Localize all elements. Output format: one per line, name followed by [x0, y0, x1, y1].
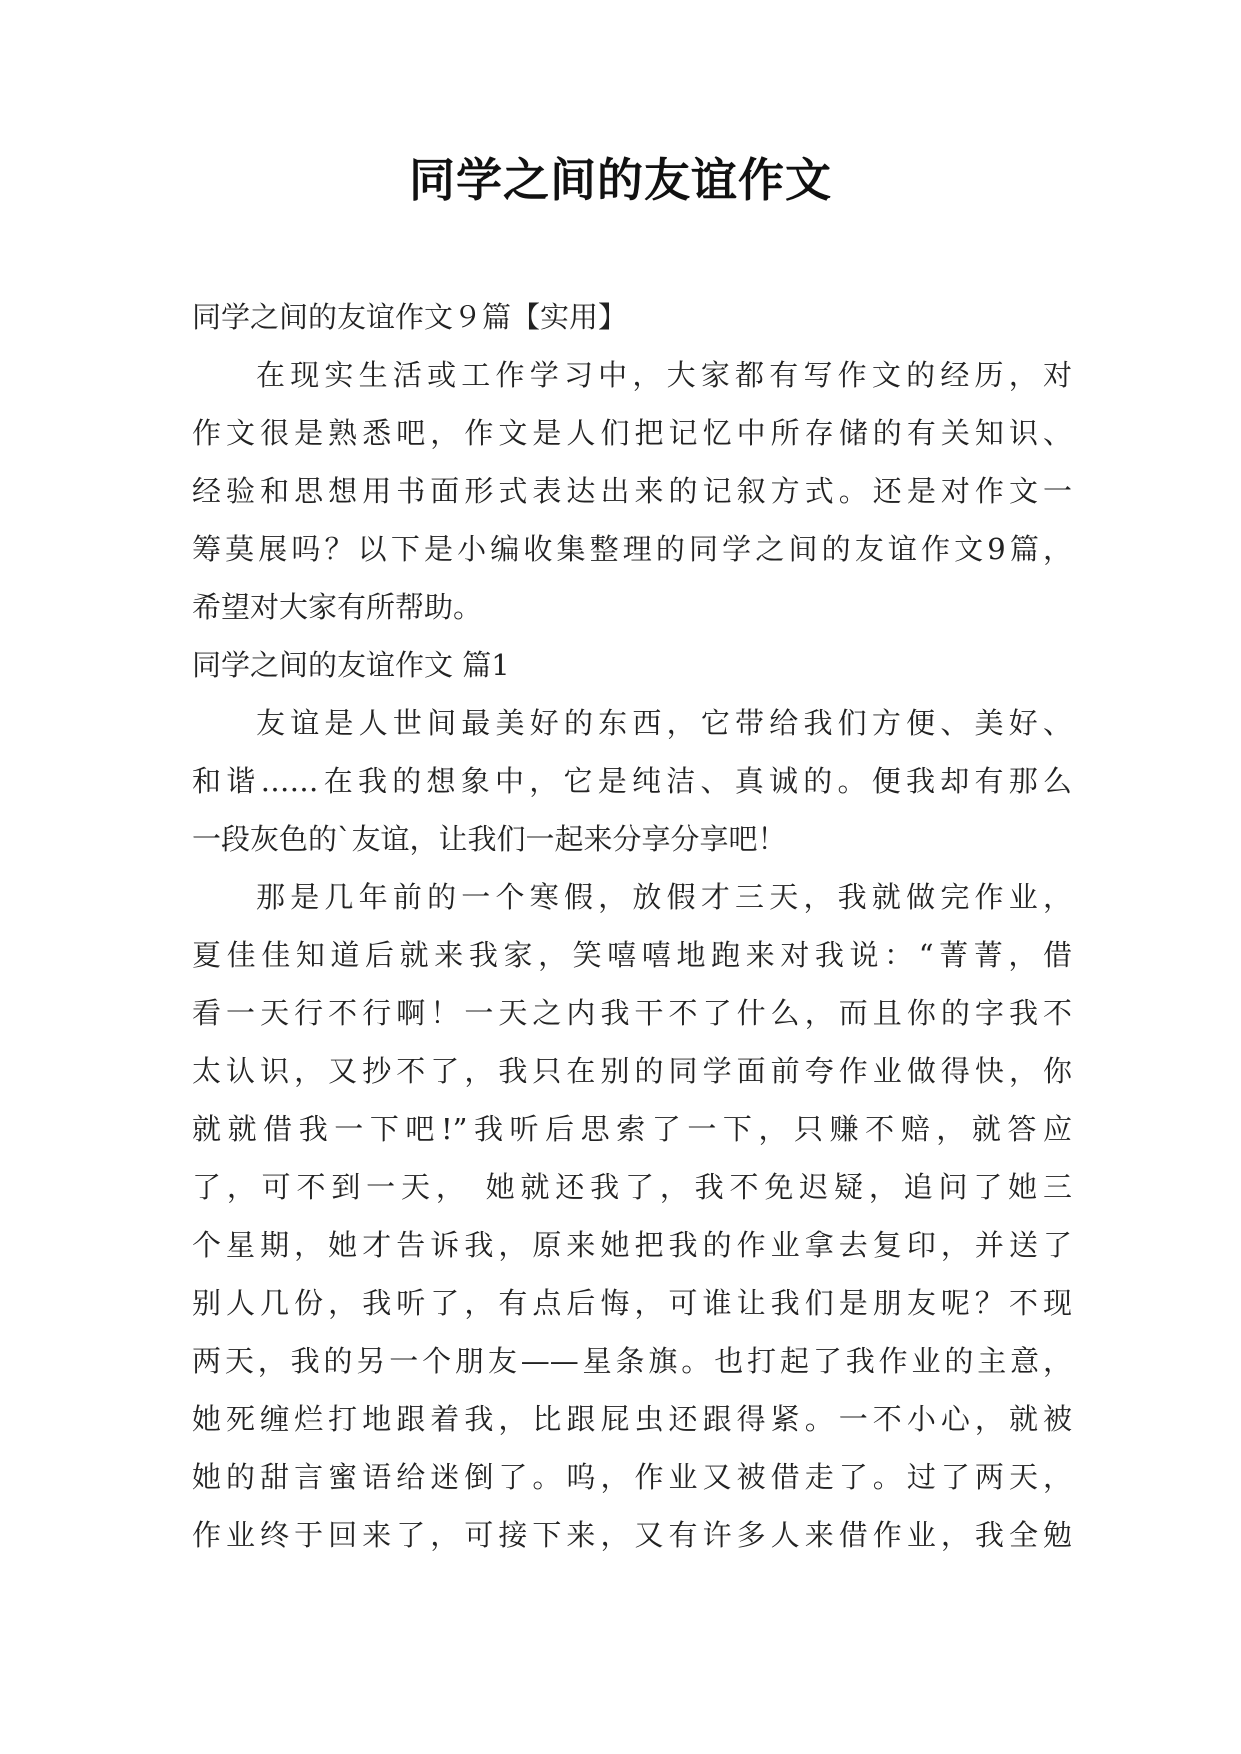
text-line: 那是几年前的一个寒假，放假才三天，我就做完作业， — [256, 880, 1072, 914]
text-line: 同学之间的友谊作文 篇1 — [192, 648, 510, 682]
text-line: 希望对大家有所帮助。 — [192, 590, 483, 624]
text-line: 和谐……在我的想象中，它是纯洁、真诚的。便我却有那么 — [192, 764, 1072, 798]
text-line: 在现实生活或工作学习中，大家都有写作文的经历，对 — [256, 358, 1072, 392]
text-line: 同学之间的友谊作文９篇【实用】 — [192, 300, 628, 334]
document-body — [192, 288, 1072, 1564]
text-line: 筹莫展吗？以下是小编收集整理的同学之间的友谊作文9篇， — [192, 532, 1072, 566]
text-line: 友谊是人世间最美好的东西，它带给我们方便、美好、 — [256, 706, 1072, 740]
text-line: 个星期，她才告诉我，原来她把我的作业拿去复印，并送了 — [192, 1228, 1072, 1262]
text-line: 作业终于回来了，可接下来，又有许多人来借作业，我全勉 — [192, 1518, 1072, 1552]
text-line: 作文很是熟悉吧，作文是人们把记忆中所存储的有关知识、 — [192, 416, 1072, 450]
text-line: 夏佳佳知道后就来我家，笑嘻嘻地跑来对我说：“菁菁，借 — [192, 938, 1072, 972]
text-line: 看一天行不行啊！一天之内我干不了什么，而且你的字我不 — [192, 996, 1072, 1030]
text-line: 她的甜言蜜语给迷倒了。呜，作业又被借走了。过了两天， — [192, 1460, 1072, 1494]
text-line: 两天，我的另一个朋友——星条旗。也打起了我作业的主意， — [192, 1344, 1072, 1378]
text-line: 了，可不到一天， 她就还我了，我不免迟疑，追问了她三 — [192, 1170, 1072, 1204]
document-title: 同学之间的友谊作文 — [409, 153, 832, 207]
text-line: 一段灰色的`友谊，让我们一起来分享分享吧！ — [192, 822, 787, 856]
text-line: 经验和思想用书面形式表达出来的记叙方式。还是对作文一 — [192, 474, 1072, 508]
text-line: 别人几份，我听了，有点后悔，可谁让我们是朋友呢？不现 — [192, 1286, 1072, 1320]
text-line: 就就借我一下吧!”我听后思索了一下，只赚不赔，就答应 — [192, 1112, 1072, 1146]
text-line: 太认识，又抄不了，我只在别的同学面前夸作业做得快，你 — [192, 1054, 1072, 1088]
text-line: 她死缠烂打地跟着我，比跟屁虫还跟得紧。一不小心，就被 — [192, 1402, 1072, 1436]
